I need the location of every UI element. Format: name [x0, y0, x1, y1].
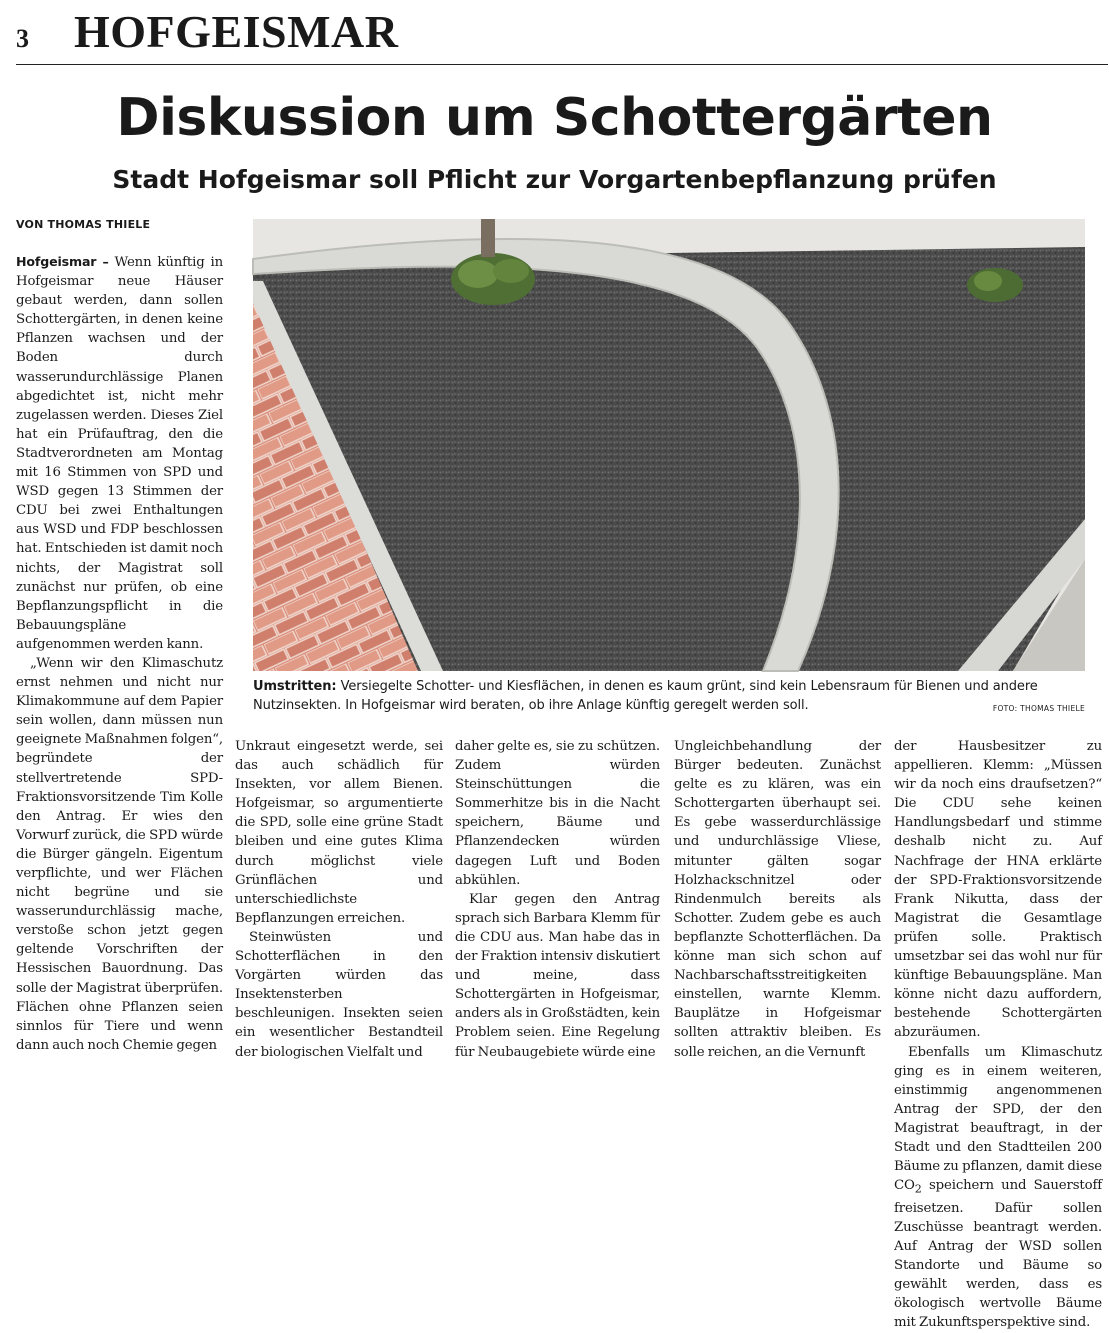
- byline: VON THOMAS THIELE: [16, 218, 151, 231]
- article-paragraph: Hofgeismar – Wenn künftig in Hofgeismar neue Häuser gebaut werden, dann sollen Schottergärten, in denen keine Pflanzen wachsen und der Boden durch wasserundurchlässige Planen abgedichtet ist, nicht mehr zugelassen werden. Dieses Ziel hat ein Prüfauftrag, den die Stadtverordneten am Montag mit 16 Stimmen von SPD und WSD gegen 13 Stimmen der CDU bei zwei Enthaltungen aus WSD und FDP beschlossen hat. Entschieden ist damit noch nichts, der Magistrat soll zunächst nur prüfen, ob eine Bepflanzungspflicht in die Bebauungspläne aufgenommen werden kann.: [16, 254, 224, 652]
- caption-text: Versiegelte Schotter- und Kiesflächen, in denen es kaum grünt, sind kein Lebensraum für Bienen und andere Nutzinsekten. In Hofgeismar wird beraten, ob ihre Anlage künftig geregelt werden soll.: [253, 679, 1038, 713]
- subheadline: Stadt Hofgeismar soll Pflicht zur Vorgartenbepflanzung prüfen: [112, 165, 997, 194]
- gravel-garden-illustration: [253, 219, 1085, 671]
- article-paragraph-continued: Unkraut eingesetzt werde, sei das auch schädlich für Insekten, vor allem Bienen. Hofgeismar, so argumentierte die SPD, solle eine grüne Stadt bleiben und eine gutes Klima durch möglichst viele Grünflächen und unterschiedlichste Bepflanzungen erreichen.: [235, 739, 443, 926]
- article-column-2: [235, 737, 443, 1072]
- page-number: 3: [16, 24, 29, 53]
- article-column-1: [16, 252, 223, 1072]
- article-paragraph: „Wenn wir den Klimaschutz ernst nehmen und nicht nur Klimakommune auf dem Papier sein wollen, dann müssen nun geeignete Maßnahmen folgen“, begründete der stellvertretende SPD-Fraktionsvorsitzende Tim Kolle den Antrag. Er wies den Vorwurf zurück, die SPD würde die Bürger gängeln. Eigentum verpflichte, und wer Flächen nicht begrüne und sie wasserundurchlässig mache, verstoße schon jetzt gegen geltende Vorschriften der Hessischen Bauordnung. Das solle der Magistrat überprüfen. Flächen ohne Pflanzen seien sinnlos für Tiere und wenn dann auch noch Chemie gegen: [16, 655, 223, 1053]
- article-paragraph: Klar gegen den Antrag sprach sich Barbara Klemm für die CDU aus. Man habe das in der Fraktion intensiv diskutiert und meine, dass Schottergärten in Hofgeismar, anders als in Großstädten, kein Problem seien. Eine Regelung für Neubaugebiete würde eine: [455, 891, 660, 1060]
- article-column-3: [455, 737, 660, 1072]
- article-photo: [253, 219, 1085, 671]
- article-column-4: [674, 737, 881, 1072]
- photo-credit: FOTO: THOMAS THIELE: [992, 704, 1085, 713]
- photo-caption: [253, 677, 1085, 715]
- article-paragraph-continued: Ungleichbehandlung der Bürger bedeuten. Zunächst gelte es zu klären, was ein Schottergarten überhaupt sei. Es gebe wasserdurchlässige und undurchlässige Vliese, mitunter gälten sogar Holzhackschnitzel oder Rindenmulch bereits als Schotter. Zudem gebe es auch bepflanzte Schotterflächen. Da könne man sich schon auf Nachbarschaftsstreitigkeiten einstellen, warnte Klemm. Bauplätze in Hofgeismar sollten attraktiv bleiben. Es solle reichen, an die Vernunft: [674, 739, 881, 1060]
- article-column-5: [894, 737, 1102, 1331]
- page-header: [16, 4, 1108, 65]
- article-paragraph: Ebenfalls um Klimaschutz ging es in einem weiteren, einstimmig angenommenen Antrag der SPD, der den Magistrat beauftragt, in der Stadt und den Stadtteilen 200 Bäume zu pflanzen, damit diese $CO_2$ speichern und Sauerstoff freisetzen. Dafür sollen Zuschüsse beantragt werden. Auf Antrag der WSD sollen Standorte und Bäume so gewählt werden, dass es ökologisch wertvolle Bäume mit Zukunftsperspektive sind.: [894, 1044, 1102, 1331]
- caption-label: Umstritten:: [253, 679, 337, 694]
- article-paragraph-continued: der Hausbesitzer zu appellieren. Klemm: „Müssen wir da noch eins draufsetzen?“ Die CDU sehe keinen Handlungsbedarf und stimme deshalb nicht zu. Auf Nachfrage der HNA erklärte der SPD-Fraktionsvorsitzende Frank Nikutta, dass der Magistrat die Gesamtlage prüfen solle. Praktisch umsetzbar sei das wohl nur für künftige Bebauungspläne. Man könne nicht dazu auffordern, bestehende Schottergärten abzuräumen.: [894, 739, 1102, 1041]
- dateline: Hofgeismar –: [16, 254, 109, 269]
- section-title: HOFGEISMAR: [74, 6, 399, 57]
- article-paragraph: Steinwüsten und Schotterflächen in den Vorgärten würden das Insektensterben beschleunigen. Insekten seien ein wesentlicher Bestandteil der biologischen Vielfalt und: [235, 929, 443, 1060]
- article-paragraph-continued: daher gelte es, sie zu schützen. Zudem würden Steinschüttungen die Sommerhitze bis in die Nacht speichern, Bäume und Pflanzendecken würden dagegen Luft und Boden abkühlen.: [455, 739, 660, 888]
- headline: Diskussion um Schottergärten: [116, 88, 993, 148]
- shrub-right: [967, 268, 1023, 302]
